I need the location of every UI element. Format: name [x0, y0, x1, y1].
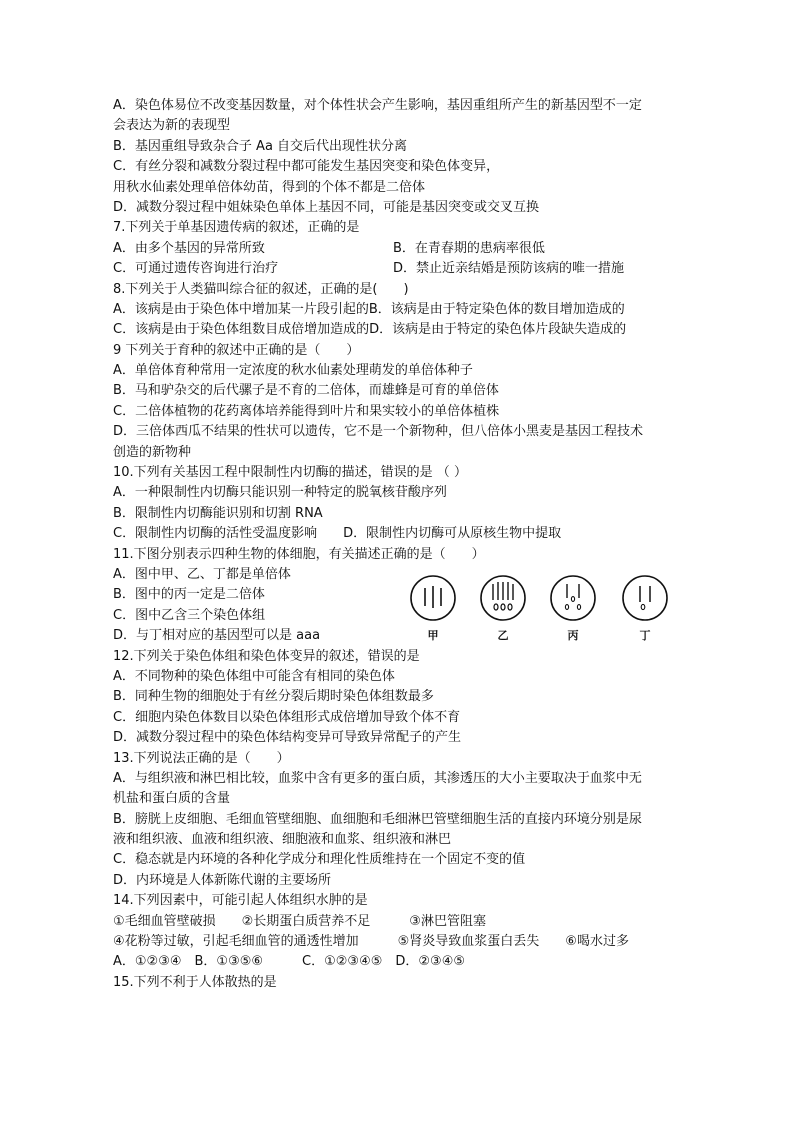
- question-14-stem: 14.下列因素中，可能引起人体组织水肿的是: [113, 893, 368, 909]
- cell-yi-drawing: [479, 574, 527, 622]
- question-13-option-b-cont: 液和组织液、血液和组织液、细胞液和血浆、组织液和淋巴: [113, 832, 452, 848]
- cell-label-bing: 丙: [567, 629, 579, 642]
- question-12-option-c: C．细胞内染色体数目以染色体组形式成倍增加导致个体不育: [113, 709, 461, 725]
- text-line: A．染色体易位不改变基因数量，对个体性状会产生影响，基因重组所产生的新基因型不一定: [113, 98, 642, 113]
- cell-jia-drawing: [409, 574, 457, 622]
- question-14-factors-1: ①毛细血管壁破损 ②长期蛋白质营养不足 ③淋巴管阻塞: [113, 913, 486, 929]
- question-13-option-b: B．膀胱上皮细胞、毛细血管壁细胞、血细胞和毛细淋巴管壁细胞生活的直接内环境分别是尿: [113, 811, 642, 827]
- question-11-option-d: D．与丁相对应的基因型可以是 aaa: [113, 628, 321, 644]
- question-9-option-a: A．单倍体育种常用一定浓度的秋水仙素处理萌发的单倍体种子: [113, 363, 473, 379]
- cell-label-jia: 甲: [427, 629, 439, 642]
- cell-yi: [479, 574, 527, 642]
- text-line: B．基因重组导致杂合子 Aa 自交后代出现性状分离: [113, 138, 408, 154]
- question-10-stem: 10.下列有关基因工程中限制性内切酶的描述，错误的是 （ ）: [113, 465, 467, 481]
- question-7-option-c: C．可通过遗传咨询进行治疗: [113, 261, 279, 277]
- question-7-option-a: A．由多个基因的异常所致: [113, 240, 265, 256]
- question-9-option-b: B．马和驴杂交的后代骡子是不育的二倍体，而雄蜂是可育的单倍体: [113, 383, 499, 399]
- question-9-option-d: D．三倍体西瓜不结果的性状可以遗传，它不是一个新物种，但八倍体小黑麦是基因工程技术: [113, 424, 644, 440]
- question-9-option-c: C．二倍体植物的花药离体培养能得到叶片和果实较小的单倍体植株: [113, 403, 500, 419]
- question-11-stem: 11.下图分别表示四种生物的体细胞，有关描述正确的是（ ）: [113, 546, 485, 562]
- question-8-options-cd: C．该病是由于染色体组数目成倍增加造成的D．该病是由于特定的染色体片段缺失造成的: [113, 322, 627, 338]
- question-7-option-d: D．禁止近亲结婚是预防该病的唯一措施: [393, 261, 625, 277]
- question-13-option-a: A．与组织液和淋巴相比较，血浆中含有更多的蛋白质，其渗透压的大小主要取决于血浆中无: [113, 770, 642, 786]
- question-13-stem: 13.下列说法正确的是（ ）: [113, 750, 290, 766]
- cell-ding: [621, 574, 669, 642]
- question-13-option-d: D．内环境是人体新陈代谢的主要场所: [113, 872, 332, 888]
- question-10-option-cd: C．限制性内切酶的活性受温度影响 D．限制性内切酶可从原核生物中提取: [113, 526, 562, 542]
- question-7-options-row: [113, 259, 683, 279]
- question-7-options-row: [113, 239, 683, 259]
- text-line: 用秋水仙素处理单倍体幼苗，得到的个体不都是二倍体: [113, 179, 426, 195]
- cell-jia: [409, 574, 457, 642]
- question-12-option-a: A．不同物种的染色体组中可能含有相同的染色体: [113, 668, 395, 684]
- question-13-option-a-cont: 机盐和蛋白质的含量: [113, 791, 231, 807]
- question-12-stem: 12.下列关于染色体组和染色体变异的叙述，错误的是: [113, 648, 420, 664]
- question-14-factors-2: ④花粉等过敏，引起毛细血管的通透性增加 ⑤肾炎导致血浆蛋白丢失 ⑥喝水过多: [113, 934, 629, 950]
- cell-bing-drawing: [549, 574, 597, 622]
- cell-ding-drawing: [621, 574, 669, 622]
- text-line: 会表达为新的表现型: [113, 118, 231, 134]
- question-9-option-d-cont: 创造的新物种: [113, 444, 192, 460]
- cell-label-ding: 丁: [639, 629, 651, 642]
- cell-label-yi: 乙: [497, 629, 509, 642]
- question-8-options-ab: A．该病是由于染色体中增加某一片段引起的B．该病是由于特定染色体的数目增加造成的: [113, 301, 625, 317]
- question-7-option-b: B．在青春期的患病率很低: [393, 240, 545, 256]
- question-12-option-b: B．同种生物的细胞处于有丝分裂后期时染色体组数最多: [113, 689, 434, 705]
- cell-diagram-figure: [409, 574, 679, 660]
- question-11-option-c: C．图中乙含三个染色体组: [113, 607, 266, 623]
- question-7-stem: 7.下列关于单基因遗传病的叙述，正确的是: [113, 220, 360, 236]
- question-11-option-a: A．图中甲、乙、丁都是单倍体: [113, 566, 291, 582]
- question-8-stem: 8.下列关于人类猫叫综合征的叙述，正确的是( ): [113, 281, 409, 297]
- question-13-option-c: C．稳态就是内环境的各种化学成分和理化性质维持在一个固定不变的值: [113, 852, 526, 868]
- question-9-stem: 9 下列关于育种的叙述中正确的是（ ）: [113, 342, 360, 358]
- text-line: D．减数分裂过程中姐妹染色单体上基因不同，可能是基因突变或交叉互换: [113, 199, 540, 215]
- question-10-option-b: B．限制性内切酶能识别和切割 RNA: [113, 505, 323, 521]
- question-11-option-b: B．图中的丙一定是二倍体: [113, 587, 265, 603]
- cell-bing: [549, 574, 597, 642]
- text-line: C．有丝分裂和减数分裂过程中都可能发生基因突变和染色体变异，: [113, 159, 500, 175]
- question-14-choices: A．①②③④ B．①③⑤⑥ C．①②③④⑤ D．②③④⑤: [113, 954, 466, 970]
- question-12-option-d: D．减数分裂过程中的染色体结构变异可导致异常配子的产生: [113, 730, 462, 746]
- question-10-option-a: A．一种限制性内切酶只能识别一种特定的脱氧核苷酸序列: [113, 485, 447, 501]
- question-15-stem: 15.下列不利于人体散热的是: [113, 974, 277, 990]
- document-body: [113, 96, 683, 993]
